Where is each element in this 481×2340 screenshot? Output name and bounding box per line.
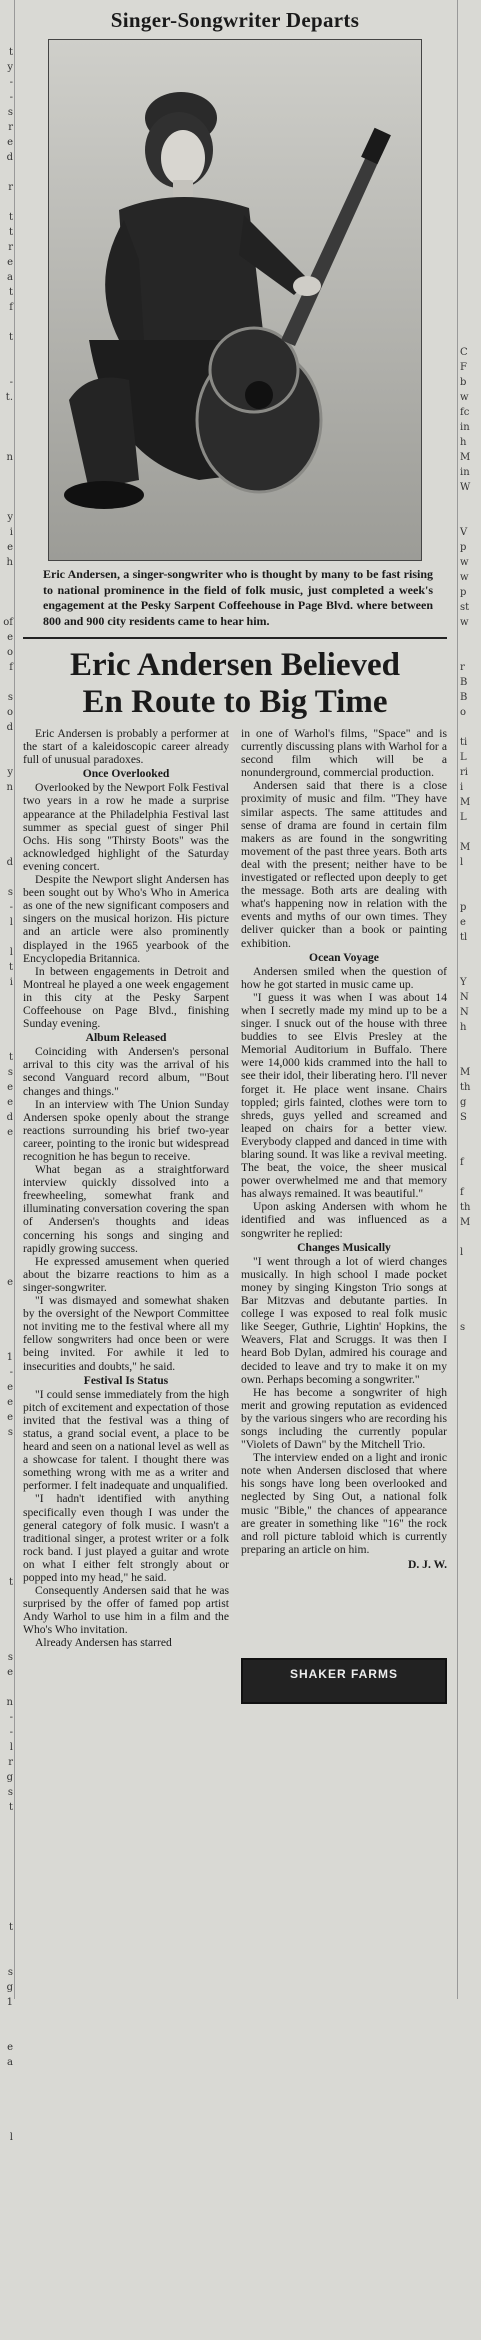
adjacent-text-fragment: p — [460, 587, 467, 598]
adjacent-text-fragment — [0, 1620, 14, 1635]
adjacent-text-fragment — [0, 2145, 14, 2160]
adjacent-text-fragment: l — [460, 1247, 464, 1258]
adjacent-text-fragment: s — [7, 692, 13, 703]
adjacent-text-fragment: ti — [460, 737, 468, 748]
adjacent-text-fragment — [0, 1035, 14, 1050]
adjacent-text-fragment: n — [6, 452, 13, 463]
paragraph: "I hadn't identified with anything specifically even though I was under the general category of folk music. I wasn't a traditional singer, a protest writer or a folk rock band. I just played a guitar and wrote on what I either felt strongly about or popped into my head," he said. — [23, 1492, 229, 1584]
adjacent-text-fragment — [458, 15, 481, 30]
adjacent-text-fragment: t — [8, 332, 13, 343]
adjacent-text-fragment — [0, 795, 14, 810]
adjacent-text-fragment — [0, 1230, 14, 1245]
adjacent-text-fragment — [458, 45, 481, 60]
adjacent-text-fragment — [0, 2250, 14, 2265]
adjacent-text-fragment: e — [7, 1127, 13, 1138]
adjacent-text-fragment: t — [8, 1052, 13, 1063]
adjacent-text-fragment: M — [460, 1067, 471, 1078]
adjacent-text-fragment: t — [8, 962, 13, 973]
adjacent-text-fragment: - — [9, 1712, 13, 1723]
adjacent-text-fragment — [0, 2175, 14, 2190]
adjacent-text-fragment: e — [460, 917, 466, 928]
adjacent-text-fragment — [0, 1305, 14, 1320]
adjacent-text-fragment — [0, 420, 14, 435]
adjacent-text-fragment: - — [9, 1367, 13, 1378]
adjacent-text-fragment — [0, 1020, 14, 1035]
adjacent-text-fragment — [458, 1125, 481, 1140]
adjacent-text-fragment: d — [6, 722, 13, 733]
adjacent-text-fragment: S — [460, 1112, 467, 1123]
adjacent-text-fragment: s — [7, 1967, 13, 1978]
adjacent-text-fragment — [0, 1455, 14, 1470]
adjacent-text-fragment: F — [460, 362, 467, 373]
adjacent-text-fragment — [0, 2220, 14, 2235]
adjacent-text-fragment — [0, 0, 14, 15]
adjacent-text-fragment — [0, 30, 14, 45]
adjacent-text-fragment: r — [460, 662, 465, 673]
adjacent-text-fragment: W — [460, 482, 471, 493]
paragraph: Upon asking Andersen with whom he identified and was influenced as a songwriter he replied: — [241, 1200, 447, 1240]
adjacent-text-fragment: r — [8, 122, 13, 133]
adjacent-text-fragment — [0, 2115, 14, 2130]
paragraph: Eric Andersen is probably a performer at the start of a kaleidoscopic career already full of unusual paradoxes. — [23, 727, 229, 767]
adjacent-text-fragment — [0, 2310, 14, 2325]
adjacent-text-fragment — [0, 1290, 14, 1305]
adjacent-text-fragment: s — [7, 1067, 13, 1078]
adjacent-text-fragment — [0, 360, 14, 375]
adjacent-text-fragment: o — [6, 647, 13, 658]
adjacent-text-fragment: n — [6, 1697, 13, 1708]
adjacent-text-fragment — [0, 1470, 14, 1485]
adjacent-text-fragment — [458, 30, 481, 45]
adjacent-text-fragment — [0, 1335, 14, 1350]
adjacent-text-fragment: p — [460, 902, 467, 913]
adjacent-text-fragment — [0, 1200, 14, 1215]
adjacent-text-fragment — [0, 2295, 14, 2310]
adjacent-text-fragment — [0, 1890, 14, 1905]
adjacent-text-fragment — [0, 1155, 14, 1170]
adjacent-text-fragment: st — [460, 602, 470, 613]
adjacent-text-fragment: - — [9, 902, 13, 913]
paragraph: He expressed amusement when queried about the bizarre reactions to him as a singer-songwriter. — [23, 1254, 229, 1294]
adjacent-text-fragment: r — [8, 182, 13, 193]
adjacent-text-fragment — [458, 1275, 481, 1290]
article — [15, 0, 455, 1999]
adjacent-text-fragment: - — [9, 77, 13, 88]
adjacent-text-fragment: B — [460, 677, 468, 688]
adjacent-text-fragment — [0, 2280, 14, 2295]
adjacent-text-fragment — [458, 90, 481, 105]
adjacent-text-fragment: p — [460, 542, 467, 553]
adjacent-text-fragment — [458, 960, 481, 975]
adjacent-text-fragment — [0, 405, 14, 420]
adjacent-text-fragment — [0, 1500, 14, 1515]
adjacent-text-fragment — [0, 1530, 14, 1545]
adjacent-text-fragment — [458, 1050, 481, 1065]
photo-headline: Singer-Songwriter Departs — [110, 8, 360, 32]
adjacent-text-fragment: e — [7, 1277, 13, 1288]
adjacent-text-fragment: l — [9, 1742, 13, 1753]
adjacent-text-fragment — [458, 300, 481, 315]
adjacent-text-fragment — [458, 495, 481, 510]
adjacent-text-fragment — [0, 1515, 14, 1530]
paragraph: The interview ended on a light and ironic note when Andersen disclosed that where his songs have long been overlooked and neglected by Sing Out, a national folk music "Bible," the chances of appearance are greater in something like "16" the rock and roll picture tabloid which is currently preparing an article on him. — [241, 1451, 447, 1556]
adjacent-text-fragment — [0, 435, 14, 450]
adjacent-text-fragment: l — [9, 2132, 13, 2143]
adjacent-text-fragment — [458, 240, 481, 255]
adjacent-text-fragment — [0, 2265, 14, 2280]
adjacent-text-fragment — [458, 510, 481, 525]
adjacent-text-fragment: f — [460, 1187, 464, 1198]
adjacent-text-fragment — [0, 1560, 14, 1575]
adjacent-text-fragment: l — [460, 857, 464, 868]
adjacent-text-fragment: i — [460, 782, 464, 793]
adjacent-text-fragment: B — [460, 692, 468, 703]
adjacent-text-fragment: e — [7, 1082, 13, 1093]
adjacent-text-fragment — [0, 675, 14, 690]
subheading: Album Released — [85, 1031, 167, 1045]
adjacent-text-fragment — [458, 630, 481, 645]
adjacent-text-fragment: f — [460, 1157, 464, 1168]
adjacent-text-fragment — [0, 1140, 14, 1155]
adjacent-text-fragment: t — [8, 212, 13, 223]
adjacent-text-fragment — [0, 825, 14, 840]
adjacent-text-fragment: e — [7, 632, 13, 643]
adjacent-text-fragment — [458, 120, 481, 135]
adjacent-text-fragment: h — [460, 437, 467, 448]
adjacent-text-fragment — [458, 60, 481, 75]
paragraph: Consequently Andersen said that he was surprised by the offer of famed pop artist Andy Warhol to use him in a film and the Who's Who invitation. — [23, 1584, 229, 1637]
adjacent-text-fragment — [0, 570, 14, 585]
adjacent-text-fragment: fc — [460, 407, 470, 418]
adjacent-text-fragment: w — [460, 557, 469, 568]
adjacent-text-fragment — [458, 885, 481, 900]
adjacent-text-fragment — [0, 2235, 14, 2250]
adjacent-text-fragment — [0, 1845, 14, 1860]
adjacent-text-fragment: d — [6, 1112, 13, 1123]
adjacent-text-fragment: V — [460, 527, 468, 538]
adjacent-text-fragment: l — [9, 947, 13, 958]
adjacent-text-fragment: w — [460, 392, 469, 403]
adjacent-text-fragment — [458, 1335, 481, 1350]
adjacent-text-fragment — [458, 870, 481, 885]
adjacent-text-fragment — [0, 810, 14, 825]
adjacent-text-fragment: w — [460, 617, 469, 628]
main-headline-line1: Eric Andersen Believed — [70, 647, 400, 683]
adjacent-text-fragment: L — [460, 752, 467, 763]
adjacent-text-fragment: b — [460, 377, 467, 388]
adjacent-text-fragment: 1 — [6, 1352, 13, 1363]
adjacent-text-fragment: in — [460, 422, 470, 433]
adjacent-text-fragment — [0, 585, 14, 600]
adjacent-text-fragment — [0, 1815, 14, 1830]
adjacent-text-fragment: h — [460, 1022, 467, 1033]
adjacent-text-fragment: g — [460, 1097, 467, 1108]
subheading: Once Overlooked — [82, 767, 170, 781]
adjacent-text-fragment: g — [6, 1772, 13, 1783]
adjacent-text-fragment: y — [7, 62, 13, 73]
adjacent-text-fragment — [458, 105, 481, 120]
adjacent-text-fragment — [458, 1035, 481, 1050]
adjacent-text-fragment — [458, 330, 481, 345]
adjacent-text-fragment — [0, 1905, 14, 1920]
adjacent-text-fragment: e — [7, 1667, 13, 1678]
adjacent-text-fragment — [0, 2100, 14, 2115]
article-body — [23, 727, 447, 1650]
adjacent-text-fragment — [0, 1215, 14, 1230]
adjacent-text-fragment — [0, 1440, 14, 1455]
adjacent-text-fragment: f — [9, 302, 13, 313]
photo-caption: Eric Andersen, a singer-songwriter who is thought by many to be fast rising to national prominence in the field of folk music, just completed a week's engagement at the Pesky Sarpent Coffeehouse in Page Blvd. where between 800 and 900 city residents came to hear him. — [43, 567, 433, 628]
adjacent-text-fragment: s — [7, 107, 13, 118]
adjacent-text-fragment — [458, 0, 481, 15]
adjacent-text-fragment: i — [9, 527, 13, 538]
adjacent-text-fragment: o — [6, 707, 13, 718]
adjacent-text-fragment — [458, 210, 481, 225]
subheading: Ocean Voyage — [309, 950, 379, 964]
adjacent-text-fragment: 1 — [6, 1997, 13, 2008]
adjacent-text-fragment: t — [8, 47, 13, 58]
adjacent-text-fragment — [0, 1485, 14, 1500]
adjacent-text-fragment: - — [9, 92, 13, 103]
paragraph: In between engagements in Detroit and Montreal he played a one week engagement in this city at the Pesky Sarpent Coffeehouse on Page Blvd., finishing Sunday evening. — [23, 964, 229, 1031]
adjacent-text-fragment — [458, 165, 481, 180]
singer-with-guitar-illustration — [49, 40, 421, 560]
adjacent-text-fragment — [458, 150, 481, 165]
adjacent-text-fragment — [0, 1635, 14, 1650]
adjacent-text-fragment — [0, 2205, 14, 2220]
adjacent-text-fragment: s — [460, 1322, 466, 1333]
adjacent-text-fragment: d — [6, 152, 13, 163]
paragraph: "I was dismayed and somewhat shaken by the oversight of the Newport Committee not inviting me to the festival where all my fellow songwriters had once been or were being invited. For awhile it led to insecurities and doubts," he said. — [23, 1294, 229, 1373]
adjacent-text-fragment — [0, 1545, 14, 1560]
divider — [23, 637, 447, 639]
article-column-left — [23, 727, 229, 1650]
adjacent-text-fragment — [458, 315, 481, 330]
adjacent-text-fragment — [0, 2070, 14, 2085]
adjacent-text-fragment: a — [7, 2057, 13, 2068]
adjacent-text-fragment: l — [9, 917, 13, 928]
adjacent-text-fragment: o — [460, 707, 467, 718]
paragraph: Overlooked by the Newport Folk Festival two years in a row he made a surprise appearance at the Philadelphia Festival last summer as special guest of singer Phil Ochs. His song "Thirsty Boots" was the acknowledged highlight of the Saturday evening concert. — [23, 781, 229, 873]
adjacent-text-fragment — [458, 270, 481, 285]
adjacent-text-fragment — [0, 495, 14, 510]
main-headline — [15, 647, 455, 721]
adjacent-text-fragment — [458, 720, 481, 735]
ad-title: SHAKER FARMS — [289, 1666, 398, 1681]
adjacent-text-fragment — [0, 2190, 14, 2205]
adjacent-text-fragment: t — [8, 1577, 13, 1588]
adjacent-text-fragment: in — [460, 467, 470, 478]
subheading: Changes Musically — [297, 1240, 391, 1254]
adjacent-text-fragment: N — [460, 992, 469, 1003]
adjacent-text-fragment — [458, 135, 481, 150]
singer-photo — [48, 39, 422, 561]
adjacent-text-fragment — [0, 1950, 14, 1965]
adjacent-text-fragment: e — [7, 137, 13, 148]
adjacent-text-fragment — [0, 2010, 14, 2025]
adjacent-text-fragment: L — [460, 812, 467, 823]
adjacent-text-fragment: r — [8, 1757, 13, 1768]
adjacent-text-fragment: s — [7, 1652, 13, 1663]
adjacent-text-fragment: r — [8, 242, 13, 253]
adjacent-text-fragment — [458, 1170, 481, 1185]
paragraph: "I went through a lot of wierd changes musically. In high school I made pocket money by singing Kingston Trio songs at Bar Mitzvas and debutante parties. In college I was exposed to real folk music like Seeger, Guthrie, Lightin' Hopkins, the Weavers, Flat and Scruggs. It was then I heard Bob Dylan, admired his courage and decided to leave and try to make it on my own. Perhaps becoming a songwriter." — [241, 1254, 447, 1386]
adjacent-text-fragment — [458, 225, 481, 240]
adjacent-text-fragment — [0, 2325, 14, 2340]
adjacent-text-fragment: n — [6, 782, 13, 793]
adjacent-text-fragment: i — [9, 977, 13, 988]
paragraph: Coinciding with Andersen's personal arrival to this city was the arrival of his second Vanguard record album, "'Bout changes and things." — [23, 1045, 229, 1098]
article-column-right — [241, 727, 447, 1650]
adjacent-text-fragment: M — [460, 797, 471, 808]
adjacent-text-fragment — [458, 1350, 481, 1365]
adjacent-text-fragment — [0, 465, 14, 480]
adjacent-text-fragment: d — [6, 857, 13, 868]
adjacent-text-fragment — [0, 750, 14, 765]
byline-initials: D. J. W. — [408, 1557, 447, 1571]
adjacent-text-fragment: g — [6, 1982, 13, 1993]
adjacent-text-fragment: - — [9, 1727, 13, 1738]
adjacent-text-fragment: N — [460, 1007, 469, 1018]
adjacent-text-fragment — [458, 645, 481, 660]
adjacent-text-fragment: s — [7, 1787, 13, 1798]
adjacent-text-fragment: t — [8, 227, 13, 238]
adjacent-text-fragment: t. — [5, 392, 13, 403]
adjacent-text-fragment — [0, 990, 14, 1005]
adjacent-text-fragment — [458, 1260, 481, 1275]
adjacent-text-fragment: th — [460, 1082, 471, 1093]
adjacent-text-fragment: ri — [460, 767, 468, 778]
adjacent-text-fragment — [0, 1590, 14, 1605]
adjacent-text-fragment — [0, 2025, 14, 2040]
adjacent-text-fragment — [0, 1830, 14, 1845]
paragraph: What began as a straightforward interview quickly dissolved into a freewheeling, somewhat frank and illuminating conversation covering the span of Andersen's thoughts and ideas concerning his songs and singing and rapidly growing success. — [23, 1163, 229, 1255]
adjacent-text-fragment — [458, 1230, 481, 1245]
adjacent-text-fragment: e — [7, 1412, 13, 1423]
paragraph: in one of Warhol's films, "Space" and is currently discussing plans with Warhol for a second film which will be a nonunderground, commercial production. — [241, 727, 447, 780]
adjacent-text-fragment — [0, 165, 14, 180]
paragraph: In an interview with The Union Sunday Andersen spoke openly about the strange reactions surrounding his brief two-year career, pointing to the ironic but widespread recognition he has begun to receive. — [23, 1097, 229, 1163]
adjacent-text-fragment: t — [8, 287, 13, 298]
paragraph: He has become a songwriter of high merit and growing reputation as evidenced by the various singers who are recording his songs including the currently popular "Violets of Dawn" by the Mitchell Trio. — [241, 1385, 447, 1452]
adjacent-text-fragment: y — [7, 512, 13, 523]
adjacent-text-fragment — [0, 840, 14, 855]
paragraph: Andersen said that there is a close proximity of music and film. "They have similar aspects. The same attitudes and sense of drama are found in certain film makers as are found in the songwriting movement of the past three years. Both arts deal with the present; neither have to be investigated or reflected upon deeply to get the message. Both arts are dealing with what's happening now in relation with the events and myths of our own times. They deliver quicker than a book or painting exhibition. — [241, 779, 447, 950]
adjacent-text-fragment: C — [460, 347, 468, 358]
adjacent-text-fragment: e — [7, 542, 13, 553]
adjacent-text-fragment — [0, 870, 14, 885]
adjacent-text-fragment: M — [460, 452, 471, 463]
adjacent-text-fragment — [458, 285, 481, 300]
adjacent-text-fragment: M — [460, 1217, 471, 1228]
adjacent-text-fragment — [0, 1605, 14, 1620]
adjacent-text-fragment: f — [9, 662, 13, 673]
adjacent-text-fragment — [0, 1005, 14, 1020]
paragraph: Andersen smiled when the question of how he got started in music came up. — [241, 964, 447, 991]
shaker-farms-ad — [241, 1658, 447, 1704]
adjacent-text-fragment: a — [7, 272, 13, 283]
adjacent-text-fragment — [458, 1365, 481, 1380]
adjacent-text-fragment: s — [7, 1427, 13, 1438]
adjacent-column-left — [0, 0, 15, 2143]
adjacent-text-fragment: y — [7, 767, 13, 778]
adjacent-text-fragment — [0, 1320, 14, 1335]
paragraph: "I guess it was when I was about 14 when I secretly made my mind up to be a singer. I snuck out of the house with three buddies to see Elvis Presley at the Memorial Auditorium in Buffalo. There were 14,000 kids crammed into the hall to see their idol, their liberating hero. I'll never forget it. He place went insane. Chairs toppled; girls fainted, clothes were torn to shreds, guys yelled and screamed and leaped on chairs for a better view. Everybody clapped and danced in time with blaring sound. It was like a revival meeting. The beat, the voice, the sheer musical power overwhelmed me and that memory has always remained. It was beautiful." — [241, 990, 447, 1201]
adjacent-text-fragment — [458, 1305, 481, 1320]
adjacent-text-fragment — [0, 195, 14, 210]
adjacent-column-right — [457, 0, 481, 1999]
adjacent-text-fragment — [0, 1245, 14, 1260]
adjacent-text-fragment — [458, 825, 481, 840]
adjacent-text-fragment — [0, 1680, 14, 1695]
adjacent-text-fragment — [0, 345, 14, 360]
adjacent-text-fragment — [0, 480, 14, 495]
adjacent-text-fragment: e — [7, 257, 13, 268]
adjacent-text-fragment — [458, 75, 481, 90]
adjacent-text-fragment — [458, 945, 481, 960]
adjacent-text-fragment: s — [7, 887, 13, 898]
adjacent-text-fragment: h — [6, 557, 13, 568]
adjacent-text-fragment — [0, 1860, 14, 1875]
adjacent-text-fragment — [0, 1935, 14, 1950]
adjacent-text-fragment — [0, 2160, 14, 2175]
adjacent-text-fragment: of — [3, 617, 13, 628]
adjacent-text-fragment: w — [460, 572, 469, 583]
adjacent-text-fragment — [0, 930, 14, 945]
adjacent-text-fragment: e — [7, 1397, 13, 1408]
subheading: Festival Is Status — [83, 1373, 169, 1387]
adjacent-text-fragment — [458, 180, 481, 195]
adjacent-text-fragment — [458, 1140, 481, 1155]
adjacent-text-fragment — [458, 255, 481, 270]
adjacent-text-fragment: e — [7, 1382, 13, 1393]
adjacent-text-fragment — [0, 1875, 14, 1890]
adjacent-text-fragment: th — [460, 1202, 471, 1213]
adjacent-text-fragment — [0, 600, 14, 615]
adjacent-text-fragment — [458, 1290, 481, 1305]
adjacent-text-fragment: M — [460, 842, 471, 853]
adjacent-text-fragment: t — [8, 1802, 13, 1813]
adjacent-text-fragment: e — [7, 1097, 13, 1108]
adjacent-text-fragment — [458, 195, 481, 210]
adjacent-text-fragment — [0, 1170, 14, 1185]
paragraph: Already Andersen has starred — [35, 1636, 172, 1650]
adjacent-text-fragment: t — [8, 1922, 13, 1933]
adjacent-text-fragment: Y — [460, 977, 467, 988]
adjacent-text-fragment — [0, 735, 14, 750]
adjacent-text-fragment — [0, 1185, 14, 1200]
main-headline-line2: En Route to Big Time — [82, 684, 388, 720]
adjacent-text-fragment — [0, 2085, 14, 2100]
paragraph: "I could sense immediately from the high pitch of excitement and expectation of those invited that the festival was a thing of status, a grand social event, a place to be heard and seen on a national level as well as a showcase for talent. I thought there was something wrong with me as a writer and performer. I felt inadequate and unqualified. — [23, 1387, 229, 1493]
adjacent-text-fragment — [0, 15, 14, 30]
adjacent-text-fragment: tl — [460, 932, 468, 943]
adjacent-text-fragment: e — [7, 2042, 13, 2053]
adjacent-text-fragment: - — [9, 377, 13, 388]
paragraph: Despite the Newport slight Andersen has been sought out by Who's Who in America as one of the new significant composers and singers on the musical horizon. His picture and an article were also prominently displayed in the 1965 yearbook of the Encyclopedia Britannica. — [23, 873, 229, 965]
adjacent-text-fragment — [0, 1260, 14, 1275]
adjacent-text-fragment — [0, 315, 14, 330]
